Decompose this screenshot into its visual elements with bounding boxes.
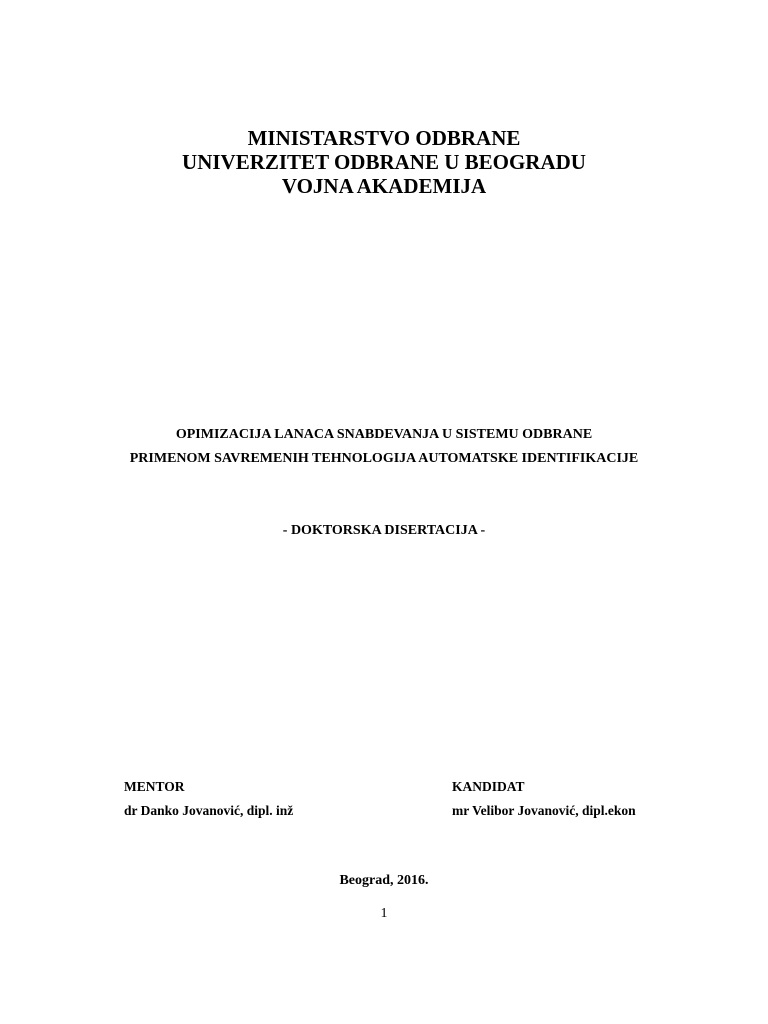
candidate-label: KANDIDAT — [452, 779, 525, 794]
mentor-label: MENTOR — [124, 779, 185, 794]
thesis-type: - DOKTORSKA DISERTACIJA - — [282, 523, 486, 538]
thesis-title-line-2: PRIMENOM SAVREMENIH TEHNOLOGIJA AUTOMATSKE IDENTIFIKACIJE — [129, 451, 639, 466]
university-heading: UNIVERZITET ODBRANE U BEOGRADU — [182, 150, 586, 174]
candidate-name: mr Velibor Jovanović, dipl.ekon — [452, 803, 636, 818]
page-number: 1 — [380, 906, 388, 921]
mentor-block — [124, 778, 293, 820]
academy-heading: VOJNA AKADEMIJA — [281, 174, 487, 198]
thesis-title-line-1: OPIMIZACIJA LANACA SNABDEVANJA U SISTEMU ODBRANE — [175, 427, 593, 442]
ministry-heading: MINISTARSTVO ODBRANE — [247, 126, 521, 150]
place-date: Beograd, 2016. — [339, 873, 429, 888]
mentor-name: dr Danko Jovanović, dipl. inž — [124, 803, 294, 818]
candidate-block — [452, 778, 636, 820]
